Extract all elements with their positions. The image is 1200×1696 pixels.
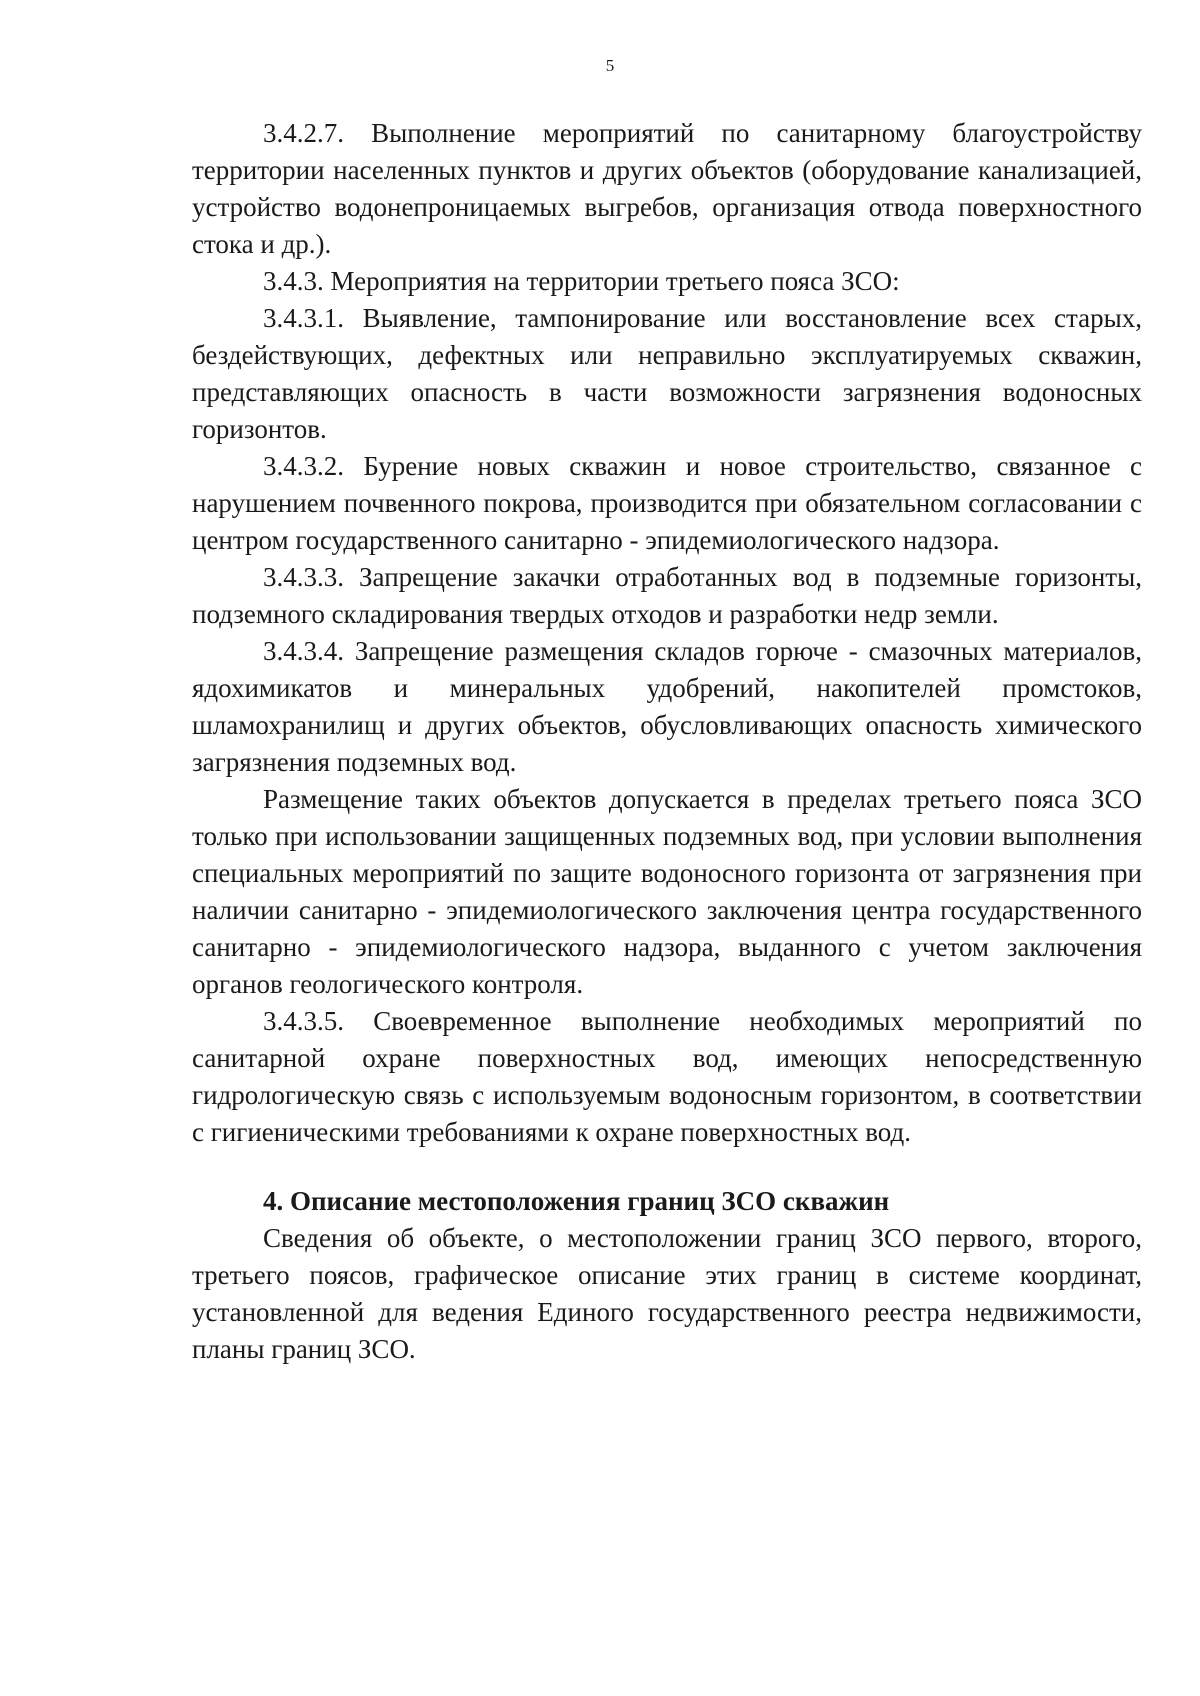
paragraph-3-4-2-7: 3.4.2.7. Выполнение мероприятий по санитарному благоустройству территории населенных пунктов и других объектов (оборудование канализацией, устройство водонепроницаемых выгребов, организация отвода поверхностного стока и др.). bbox=[192, 118, 1142, 259]
paragraph-3-4-3-5: 3.4.3.5. Своевременное выполнение необходимых мероприятий по санитарной охране поверхностных вод, имеющих непосредственную гидрологическую связь с используемым водоносным горизонтом, в соответствии с гигиеническими требованиями к охране поверхностных вод. bbox=[192, 1006, 1142, 1147]
paragraph-placement-conditions: Размещение таких объектов допускается в пределах третьего пояса ЗСО только при использовании защищенных подземных вод, при условии выполнения специальных мероприятий по защите водоносного горизонта от загрязнения при наличии санитарно - эпидемиологического заключения центра государственного санитарно - эпидемиологического надзора, выданного с учетом заключения органов геологического контроля. bbox=[192, 784, 1142, 999]
paragraph-3-4-3-2: 3.4.3.2. Бурение новых скважин и новое строительство, связанное с нарушением почвенного покрова, производится при обязательном согласовании с центром государственного санитарно - эпидемиологического надзора. bbox=[192, 451, 1142, 555]
paragraph-3-4-3-1: 3.4.3.1. Выявление, тампонирование или восстановление всех старых, бездействующих, дефектных или неправильно эксплуатируемых скважин, представляющих опасность в части возможности загрязнения водоносных горизонтов. bbox=[192, 303, 1142, 444]
document-body bbox=[192, 115, 1142, 1368]
paragraph-3-4-3-4: 3.4.3.4. Запрещение размещения складов горюче - смазочных материалов, ядохимикатов и минеральных удобрений, накопителей промстоков, шламохранилищ и других объектов, обусловливающих опасность химического загрязнения подземных вод. bbox=[192, 636, 1142, 777]
section-paragraph: Сведения об объекте, о местоположении границ ЗСО первого, второго, третьего поясов, графическое описание этих границ в системе координат, установленной для ведения Единого государственного реестра недвижимости, планы границ ЗСО. bbox=[192, 1223, 1142, 1364]
paragraph-3-4-3: 3.4.3. Мероприятия на территории третьего пояса ЗСО: bbox=[263, 266, 900, 296]
page-number: 5 bbox=[605, 56, 615, 75]
section-heading: 4. Описание местоположения границ ЗСО скважин bbox=[263, 1186, 890, 1216]
paragraph-3-4-3-3: 3.4.3.3. Запрещение закачки отработанных вод в подземные горизонты, подземного складирования твердых отходов и разработки недр земли. bbox=[192, 562, 1142, 629]
